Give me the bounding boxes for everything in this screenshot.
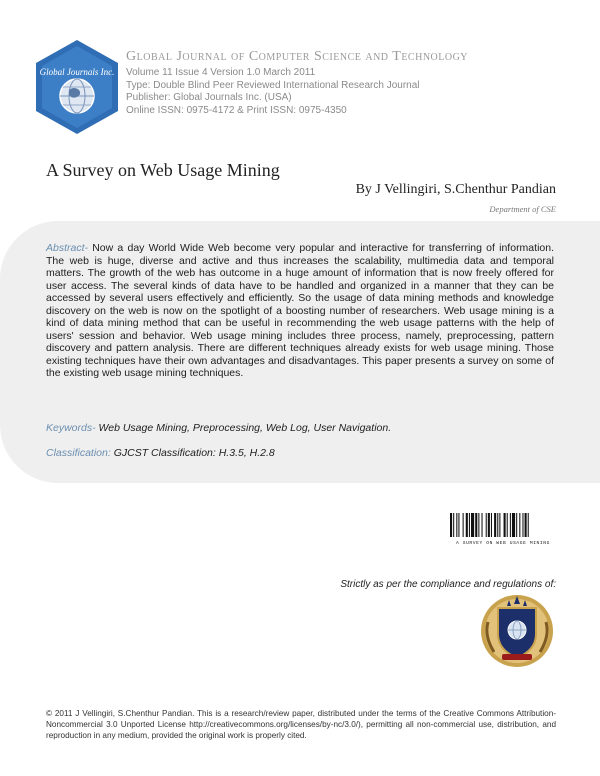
- barcode-bar: [491, 513, 492, 537]
- paper-authors: By J Vellingiri, S.Chenthur Pandian: [355, 182, 556, 197]
- barcode-bar: [453, 513, 454, 537]
- barcode-bar: [497, 513, 498, 537]
- globe-logo-icon: [34, 38, 120, 136]
- keywords-label: Keywords-: [46, 422, 96, 434]
- barcode-bar: [488, 513, 490, 537]
- barcode-bar: [456, 513, 457, 537]
- barcode-bar: [450, 513, 452, 537]
- keywords: [46, 422, 391, 434]
- barcode: [449, 513, 557, 545]
- barcode-bar: [466, 513, 468, 537]
- barcode-bar: [486, 513, 487, 537]
- barcode-bar: [522, 513, 523, 537]
- compliance-note: Strictly as per the compliance and regulations of:: [340, 579, 556, 590]
- barcode-bar: [482, 513, 483, 537]
- journal-publisher: Publisher: Global Journals Inc. (USA): [126, 92, 292, 103]
- barcode-bar: [458, 513, 459, 537]
- barcode-bar: [478, 513, 479, 537]
- barcode-bar: [512, 513, 515, 537]
- barcode-bar: [504, 513, 506, 537]
- journal-issn: Online ISSN: 0975-4172 & Print ISSN: 0975-4350: [126, 104, 347, 116]
- barcode-bar: [519, 513, 520, 537]
- barcode-bar: [510, 513, 511, 537]
- barcode-bar: [469, 513, 470, 537]
- journal-seal: [478, 592, 556, 670]
- classification: [46, 447, 275, 459]
- journal-volume: Volume 11 Issue 4 Version 1.0 March 2011: [126, 67, 316, 78]
- journal-type: Type: Double Blind Peer Reviewed International Research Journal: [126, 79, 420, 91]
- barcode-caption: A SURVEY ON WEB USAGE MINING: [456, 541, 550, 545]
- journal-logo: [34, 38, 120, 136]
- keywords-text: Web Usage Mining, Preprocessing, Web Log, User Navigation.: [95, 422, 392, 434]
- barcode-bar: [494, 513, 496, 537]
- barcode-bar: [528, 513, 529, 537]
- abstract-text: Now a day World Wide Web become very popular and interactive for transferring of information. The web is huge, diverse and active and thus increases the scalability, multimedia data and temporal matters. The growth of the web has outcome in a huge amount of information that is now freely offered for user access. The several kinds of data have to be handled and organized in a manner that they can be accessed by several users effectively and efficiently. So the usage of data mining methods and knowledge discovery on the web is now on the spotlight of a boosting number of researchers. Web usage mining is a kind of data mining method that can be useful in recommending the web usage patterns with the help of users' session and behavior. Web usage mining includes three process, namely, preprocessing, pattern discovery and pattern analysis. There are different techniques already exists for web usage mining. Those existing techniques have their own advantages and disadvantages. This paper presents a survey on some of the existing web usage mining techniques.: [46, 242, 554, 379]
- crest-seal-icon: [478, 592, 556, 670]
- barcode-bar: [499, 513, 500, 537]
- abstract: [46, 242, 554, 380]
- copyright-footer: © 2011 J Vellingiri, S.Chenthur Pandian. This is a research/review paper, distributed under the terms of the Creative Commons Attribution-Noncommercial 3.0 Unported License http://creativecommons.org/licenses/by-nc/3.0/), permitting all non-commercial use, distribution, and reproduction in any medium, provided the original work is properly cited.: [46, 709, 556, 741]
- journal-header: [126, 49, 546, 117]
- barcode-bar: [471, 513, 474, 537]
- paper-title: A Survey on Web Usage Mining: [46, 160, 280, 180]
- journal-name: Global Journal of Computer Science and Technology: [126, 49, 469, 64]
- abstract-label: Abstract-: [46, 242, 89, 254]
- barcode-bar: [525, 513, 527, 537]
- svg-text:Global Journals Inc.: Global Journals Inc.: [39, 67, 115, 77]
- classification-label: Classification:: [46, 447, 111, 459]
- author-department: Department of CSE: [489, 204, 556, 214]
- barcode-bar: [507, 513, 508, 537]
- barcode-bar: [475, 513, 477, 537]
- barcode-icon: [449, 513, 557, 545]
- classification-text: GJCST Classification: H.3.5, H.2.8: [110, 447, 275, 459]
- barcode-bar: [463, 513, 464, 537]
- barcode-bar: [516, 513, 517, 537]
